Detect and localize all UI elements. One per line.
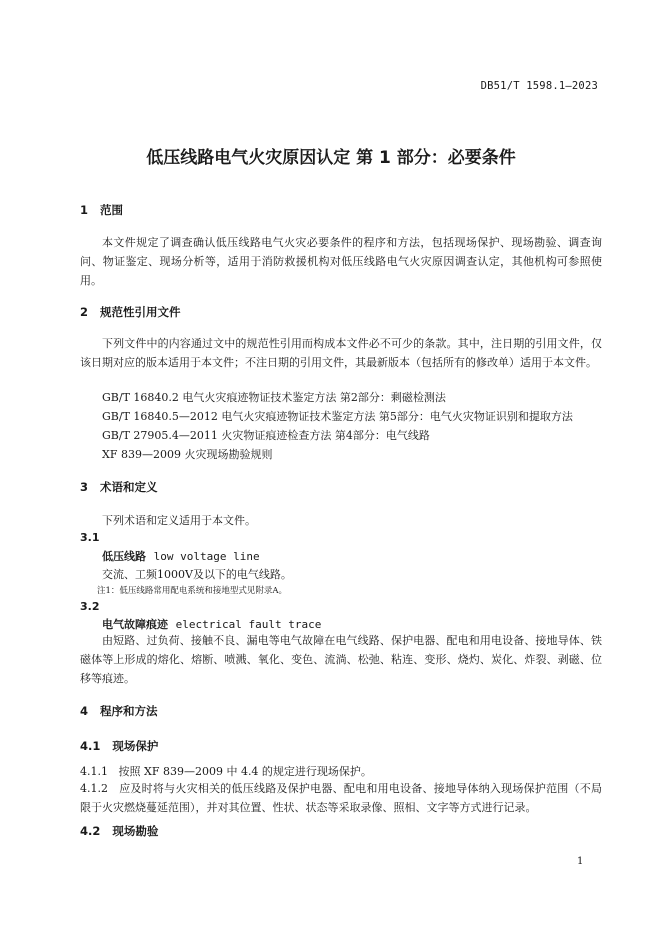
section-2-paragraph: 下列文件中的内容通过文中的规范性引用而构成本文件必不可少的条款。其中，注日期的引用文件，仅该日期对应的版本适用于本文件；不注日期的引用文件，其最新版本（包括所有的修改单）适用于本文件。 (80, 337, 602, 369)
section-number: 1 (80, 203, 89, 217)
subsection-title: 现场保护 (112, 739, 159, 753)
section-1-heading (80, 202, 123, 218)
page-number: 1 (577, 856, 584, 867)
term-chinese: 电气故障痕迹 (102, 618, 168, 631)
section-1-paragraph: 本文件规定了调查确认低压线路电气火灾必要条件的程序和方法，包括现场保护、现场勘验、调查询问、物证鉴定、现场分析等，适用于消防救援机构对低压线路电气火灾原因调查认定，其他机构可参照使用。 (80, 236, 602, 287)
section-4-heading (80, 703, 158, 719)
standard-number: DB51/T 1598.1—2023 (480, 80, 598, 92)
subsection-number: 4.1 (80, 739, 101, 753)
term-title (102, 616, 321, 632)
section-number: 3 (80, 480, 89, 494)
term-english: electrical fault trace (175, 618, 322, 631)
clause-4-1-2 (80, 779, 602, 817)
subsection-title: 现场勘验 (112, 824, 159, 838)
clause-text: 应及时将与火灾相关的低压线路及保护电器、配电和用电设备、接地导体纳入现场保护范围（不局限于火灾燃烧蔓延范围），并对其位置、性状、状态等采取录像、照相、文字等方式进行记录。 (80, 782, 602, 814)
reference-item: GB/T 27905.4—2011 火灾物证痕迹检查方法 第4部分：电气线路 (102, 429, 430, 442)
term-title (102, 548, 260, 564)
reference-item: GB/T 16840.2 电气火灾痕迹物证技术鉴定方法 第2部分：剩磁检测法 (102, 391, 446, 404)
term-number: 3.1 (80, 531, 100, 544)
section-3-heading (80, 479, 158, 495)
clause-4-1-1 (80, 763, 372, 779)
clause-number: 4.1.2 (80, 782, 108, 795)
clause-text: 按照 XF 839—2009 中 4.4 的规定进行现场保护。 (118, 765, 372, 778)
term-number: 3.2 (80, 600, 100, 613)
subsection-4-2-heading (80, 823, 158, 839)
section-title: 术语和定义 (100, 480, 158, 494)
clause-number: 4.1.1 (80, 765, 108, 778)
section-2-heading (80, 304, 181, 320)
section-number: 4 (80, 704, 89, 718)
section-title: 程序和方法 (100, 704, 158, 718)
term-definition: 由短路、过负荷、接触不良、漏电等电气故障在电气线路、保护电器、配电和用电设备、接地导体、铁磁体等上形成的熔化、熔断、喷溅、氧化、变色、流淌、松弛、粘连、变形、烧灼、炭化、炸裂、剥磁、位移等痕迹。 (80, 634, 602, 685)
section-title: 规范性引用文件 (100, 305, 181, 319)
subsection-4-1-heading (80, 738, 158, 754)
reference-item: GB/T 16840.5—2012 电气火灾痕迹物证技术鉴定方法 第5部分：电气火灾物证识别和提取方法 (102, 410, 573, 423)
reference-item: XF 839—2009 火灾现场勘验规则 (102, 448, 273, 461)
subsection-number: 4.2 (80, 824, 101, 838)
section-3-intro: 下列术语和定义适用于本文件。 (102, 514, 256, 527)
section-number: 2 (80, 305, 89, 319)
page-title: 低压线路电气火灾原因认定 第 1 部分：必要条件 (146, 148, 516, 168)
term-chinese: 低压线路 (102, 550, 146, 563)
term-definition: 交流、工频1000V及以下的电气线路。 (102, 568, 292, 581)
term-note: 注1：低压线路常用配电系统和接地型式见附录A。 (97, 586, 288, 596)
section-title: 范围 (100, 203, 123, 217)
term-english: low voltage line (153, 550, 260, 563)
